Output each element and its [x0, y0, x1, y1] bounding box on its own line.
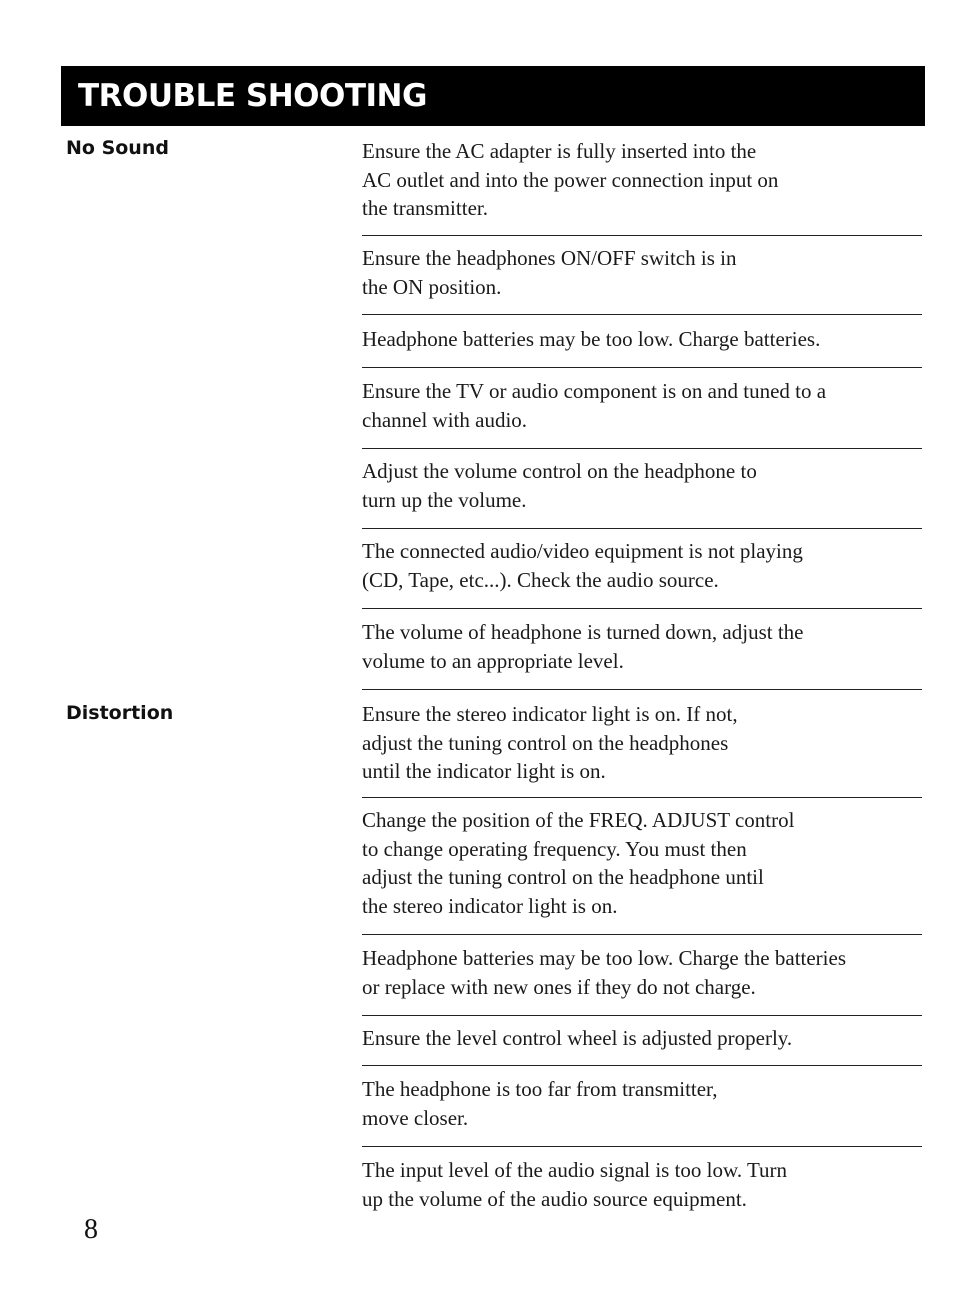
solution-item: Headphone batteries may be too low. Charge the batteries or replace with new ones if they do not charge. — [362, 946, 847, 999]
divider — [362, 1146, 922, 1147]
solution-item: The headphone is too far from transmitter, move closer. — [362, 1077, 718, 1130]
solution-item: Ensure the level control wheel is adjusted properly. — [362, 1026, 793, 1050]
solution-item: The connected audio/video equipment is not playing (CD, Tape, etc...). Check the audio source. — [362, 539, 803, 592]
solution-item: Ensure the TV or audio component is on and tuned to a channel with audio. — [362, 379, 827, 432]
section-label-no-sound: No Sound — [66, 137, 169, 159]
divider — [362, 797, 922, 798]
divider — [362, 934, 922, 935]
solution-item: Ensure the AC adapter is fully inserted into the AC outlet and into the power connection input on the transmitter. — [362, 139, 779, 220]
divider — [362, 608, 922, 609]
divider — [362, 448, 922, 449]
solution-item: Headphone batteries may be too low. Charge batteries. — [362, 327, 821, 351]
solution-item: Change the position of the FREQ. ADJUST control to change operating frequency. You must then adjust the tuning control on the headphone until the stereo indicator light is on. — [362, 808, 795, 918]
divider — [362, 235, 922, 236]
divider — [362, 1065, 922, 1066]
divider — [362, 314, 922, 315]
divider — [362, 367, 922, 368]
divider — [362, 689, 922, 690]
solution-item: Ensure the headphones ON/OFF switch is in the ON position. — [362, 246, 737, 299]
section-label-distortion: Distortion — [66, 702, 174, 724]
divider — [362, 528, 922, 529]
solution-item: The input level of the audio signal is too low. Turn up the volume of the audio source equipment. — [362, 1158, 788, 1211]
page-title: TROUBLE SHOOTING — [61, 66, 925, 126]
solution-item: The volume of headphone is turned down, adjust the volume to an appropriate level. — [362, 620, 804, 673]
divider — [362, 1015, 922, 1016]
solution-item: Ensure the stereo indicator light is on. If not, adjust the tuning control on the headphones until the indicator light is on. — [362, 702, 738, 783]
solution-item: Adjust the volume control on the headphone to turn up the volume. — [362, 459, 757, 512]
page-number: 8 — [84, 1214, 98, 1245]
